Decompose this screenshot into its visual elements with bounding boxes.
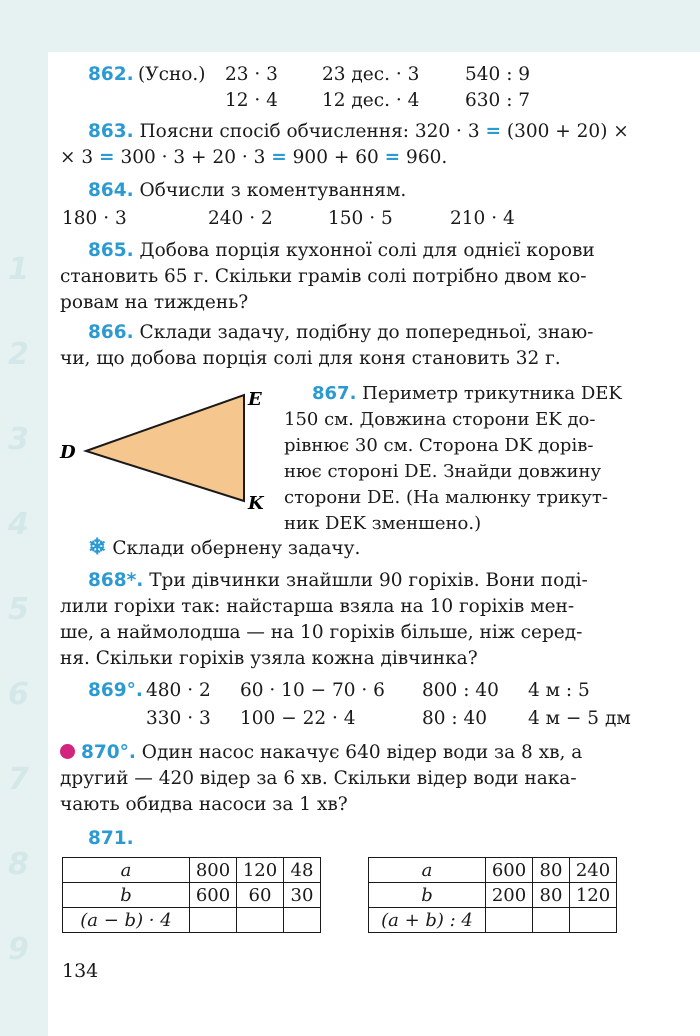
expression: 150 · 5 [328, 208, 393, 229]
task-text: Склади обернену задачу. [112, 538, 361, 559]
expression: 4 м − 5 дм [528, 708, 631, 729]
task-text: ня. Скільки горіхів узяла кожна дівчинка? [60, 648, 478, 669]
cell: 30 [284, 883, 321, 908]
cell: 600 [486, 858, 533, 883]
task-text: 960. [400, 147, 448, 168]
snowflake-icon: ❄ [88, 534, 107, 560]
expression: 210 · 4 [450, 208, 515, 229]
empty-cell[interactable] [570, 908, 617, 933]
empty-cell[interactable] [284, 908, 321, 933]
cell: 600 [190, 883, 237, 908]
vertex-label-d: D [60, 442, 76, 463]
task-863 [60, 119, 629, 171]
task-text: ник DEK зменшено.) [284, 513, 482, 534]
task-number: 866. [88, 322, 134, 343]
task-864 [60, 178, 620, 234]
reverse-task [88, 534, 360, 562]
task-number: 870°. [81, 742, 136, 763]
expression: 180 · 3 [62, 208, 127, 229]
task-text: сторони DE. (На малюнку трикут- [284, 487, 608, 508]
task-text: другий — 420 відер за 6 хв. Скільки відер води нака- [60, 768, 577, 789]
side-number: 1 [8, 252, 29, 287]
empty-cell[interactable] [190, 908, 237, 933]
side-number: 2 [8, 337, 29, 372]
table-row [63, 908, 321, 933]
row-label: a [369, 858, 486, 883]
table-a-minus-b [62, 857, 321, 933]
vertex-label-k: K [248, 493, 264, 513]
left-margin-band [0, 52, 48, 1036]
task-text: Склади задачу, подібну до попередньої, знаю- [139, 322, 594, 343]
task-text: Один насос накачує 640 відер води за 8 хв, а [141, 742, 583, 763]
expression: 23 · 3 [225, 64, 278, 85]
side-number: 6 [8, 677, 29, 712]
task-866 [60, 320, 593, 372]
table-row [63, 858, 321, 883]
top-band [0, 0, 700, 52]
task-text: Добова порція кухонної солі для однієї корови [139, 240, 595, 261]
side-number: 5 [8, 592, 29, 627]
empty-cell[interactable] [533, 908, 570, 933]
cell: 120 [570, 883, 617, 908]
expression: 100 − 22 · 4 [240, 708, 356, 729]
page-number: 134 [62, 960, 99, 982]
cell: 48 [284, 858, 321, 883]
triangle-figure [56, 385, 278, 513]
task-text: 300 · 3 + 20 · 3 [114, 147, 272, 168]
equals-sign: = [271, 147, 287, 168]
task-870 [60, 740, 582, 818]
task-text: ше, а наймолодша — на 10 горіхів більше, ніж серед- [60, 622, 583, 643]
expression: 540 : 9 [465, 64, 531, 85]
expression: 12 · 4 [225, 90, 278, 111]
expression: 12 дес. · 4 [322, 90, 420, 111]
row-label: a [63, 858, 190, 883]
oral-label: (Усно.) [138, 64, 206, 85]
task-text: становить 65 г. Скільки грамів солі потрібно двом ко- [60, 266, 587, 287]
task-text: Поясни спосіб обчислення: 320 · 3 [139, 121, 486, 142]
expression: 4 м : 5 [528, 680, 590, 701]
task-text: нює стороні DE. Знайди довжину [284, 461, 602, 482]
task-text: Периметр трикутника DEK [362, 383, 622, 404]
equals-sign: = [485, 121, 501, 142]
cell: 200 [486, 883, 533, 908]
side-number: 7 [8, 762, 29, 797]
side-number: 3 [8, 422, 29, 457]
task-text: 150 см. Довжина сторони EK до- [284, 409, 596, 430]
table-row [369, 883, 617, 908]
task-number: 863. [88, 121, 134, 142]
expression: 480 · 2 [146, 680, 211, 701]
row-label: (a + b) : 4 [369, 908, 486, 933]
row-label: b [369, 883, 486, 908]
task-text: рівнює 30 см. Сторона DK дорів- [284, 435, 594, 456]
task-865 [60, 238, 595, 316]
task-number: 865. [88, 240, 134, 261]
task-text: (300 + 20) × [500, 121, 629, 142]
side-number: 4 [8, 507, 29, 542]
empty-cell[interactable] [237, 908, 284, 933]
task-text: Три дівчинки знайшли 90 горіхів. Вони поді- [149, 570, 588, 591]
vertex-label-e: E [248, 389, 262, 410]
task-868 [60, 568, 588, 672]
expression: 240 · 2 [208, 208, 273, 229]
task-text: чають обидва насоси за 1 хв? [60, 794, 348, 815]
task-text: × 3 [60, 147, 100, 168]
equals-sign: = [99, 147, 115, 168]
side-number: 8 [8, 847, 29, 882]
task-number: 864. [88, 180, 134, 201]
row-label: b [63, 883, 190, 908]
cell: 80 [533, 883, 570, 908]
cell: 60 [237, 883, 284, 908]
task-text: Обчисли з коментуванням. [139, 180, 407, 201]
expression: 80 : 40 [422, 708, 488, 729]
task-number: 868*. [88, 570, 144, 591]
cell: 800 [190, 858, 237, 883]
triangle-dek [86, 395, 244, 501]
cell: 120 [237, 858, 284, 883]
expression: 800 : 40 [422, 680, 499, 701]
table-row [369, 858, 617, 883]
table-row [63, 883, 321, 908]
expression: 23 дес. · 3 [322, 64, 420, 85]
empty-cell[interactable] [486, 908, 533, 933]
task-871 [88, 826, 134, 852]
task-text: 900 + 60 [286, 147, 385, 168]
task-867 [284, 381, 622, 537]
task-number: 867. [312, 383, 357, 404]
task-869 [60, 678, 660, 734]
task-text: ровам на тиждень? [60, 292, 249, 313]
task-number: 862. [88, 64, 134, 85]
table-row [369, 908, 617, 933]
task-number: 869°. [88, 680, 143, 701]
cell: 240 [570, 858, 617, 883]
table-a-plus-b [368, 857, 617, 933]
expression: 630 : 7 [465, 90, 531, 111]
task-862 [60, 62, 620, 116]
difficulty-dot-icon [60, 744, 75, 759]
row-label: (a − b) · 4 [63, 908, 190, 933]
task-text: лили горіхи так: найстарша взяла на 10 горіхів мен- [60, 596, 575, 617]
side-number: 9 [8, 932, 29, 967]
expression: 60 · 10 − 70 · 6 [240, 680, 385, 701]
equals-sign: = [384, 147, 401, 168]
cell: 80 [533, 858, 570, 883]
task-number: 871. [88, 828, 134, 849]
expression: 330 · 3 [146, 708, 211, 729]
task-text: чи, що добова порція солі для коня становить 32 г. [60, 348, 561, 369]
